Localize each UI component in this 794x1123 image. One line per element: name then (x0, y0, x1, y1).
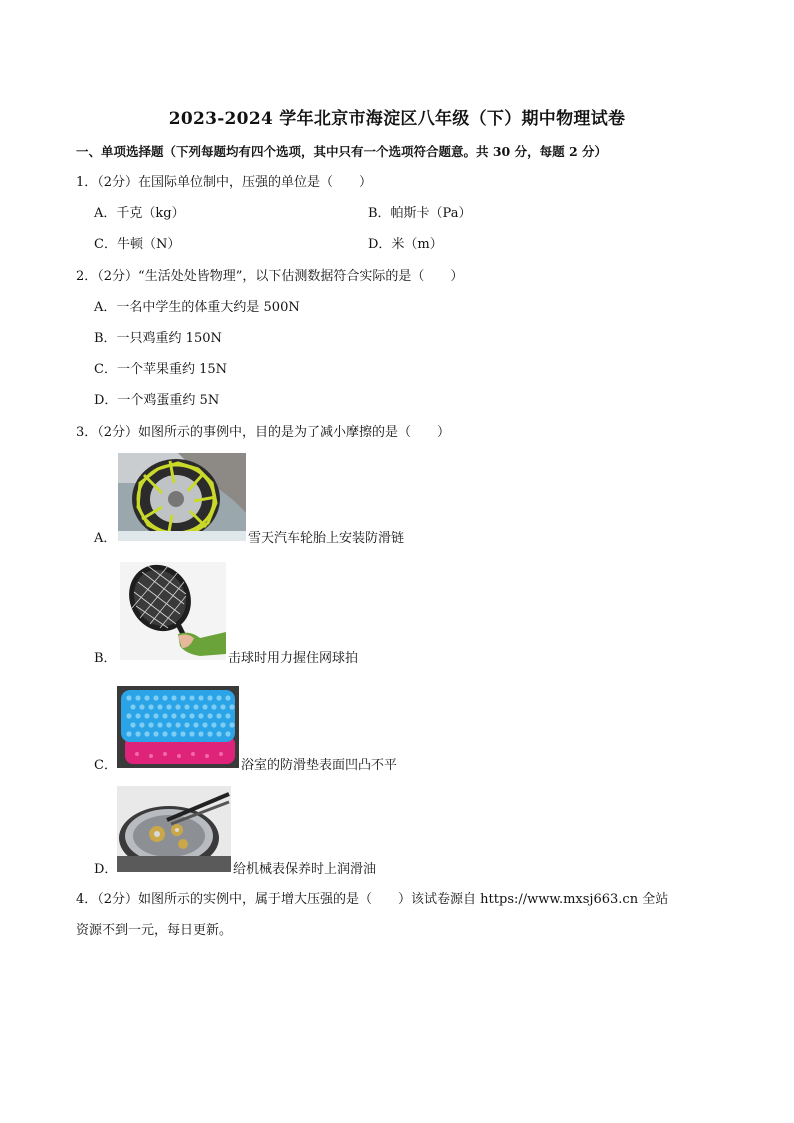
question-3-option-a-label: A． (94, 531, 117, 546)
question-1-option-d: D．米（m） (368, 237, 443, 252)
question-1-option-b: B．帕斯卡（Pa） (368, 206, 472, 221)
question-1-option-a: A．千克（kg） (94, 206, 185, 221)
question-3-option-d-label: D． (94, 862, 118, 877)
question-4-stem-line-1: 4．（2分）如图所示的实例中，属于增大压强的是（ ）该试卷源自 https://www.mxsj663.cn 全站 (76, 892, 669, 907)
section-heading: 一、单项选择题（下列每题均有四个选项，其中只有一个选项符合题意。共 30 分，每题 2 分） (76, 144, 608, 159)
question-2-option-a: A．一名中学生的体重大约是 500N (94, 300, 300, 315)
question-2-option-b: B．一只鸡重约 150N (94, 331, 222, 346)
question-1-option-c: C．牛顿（N） (94, 237, 181, 252)
question-3-option-d-text: 给机械表保养时上润滑油 (233, 862, 377, 877)
question-3-option-a-text: 雪天汽车轮胎上安装防滑链 (248, 531, 405, 546)
mechanical-watch-image (117, 786, 231, 872)
question-1-stem: 1．（2分）在国际单位制中，压强的单位是（ ） (76, 175, 373, 190)
tire-snow-chain-image (118, 453, 246, 541)
page-title: 2023-2024 学年北京市海淀区八年级（下）期中物理试卷 (168, 109, 626, 129)
question-2-option-c: C．一个苹果重约 15N (94, 362, 227, 377)
question-3-option-b-label: B． (94, 651, 117, 666)
question-3-option-c-label: C． (94, 758, 117, 773)
question-2-stem: 2．（2分）“生活处处皆物理”，以下估测数据符合实际的是（ ） (76, 269, 464, 284)
question-3-option-b-text: 击球时用力握住网球拍 (228, 651, 359, 666)
question-3-stem: 3．（2分）如图所示的事例中，目的是为了减小摩擦的是（ ） (76, 425, 451, 440)
question-4-stem-line-2: 资源不到一元，每日更新。 (76, 923, 233, 938)
tennis-racket-image (120, 562, 226, 660)
question-3-option-c-text: 浴室的防滑垫表面凹凸不平 (241, 758, 398, 773)
question-2-option-d: D．一个鸡蛋重约 5N (94, 393, 220, 408)
anti-slip-mat-image (117, 686, 239, 768)
